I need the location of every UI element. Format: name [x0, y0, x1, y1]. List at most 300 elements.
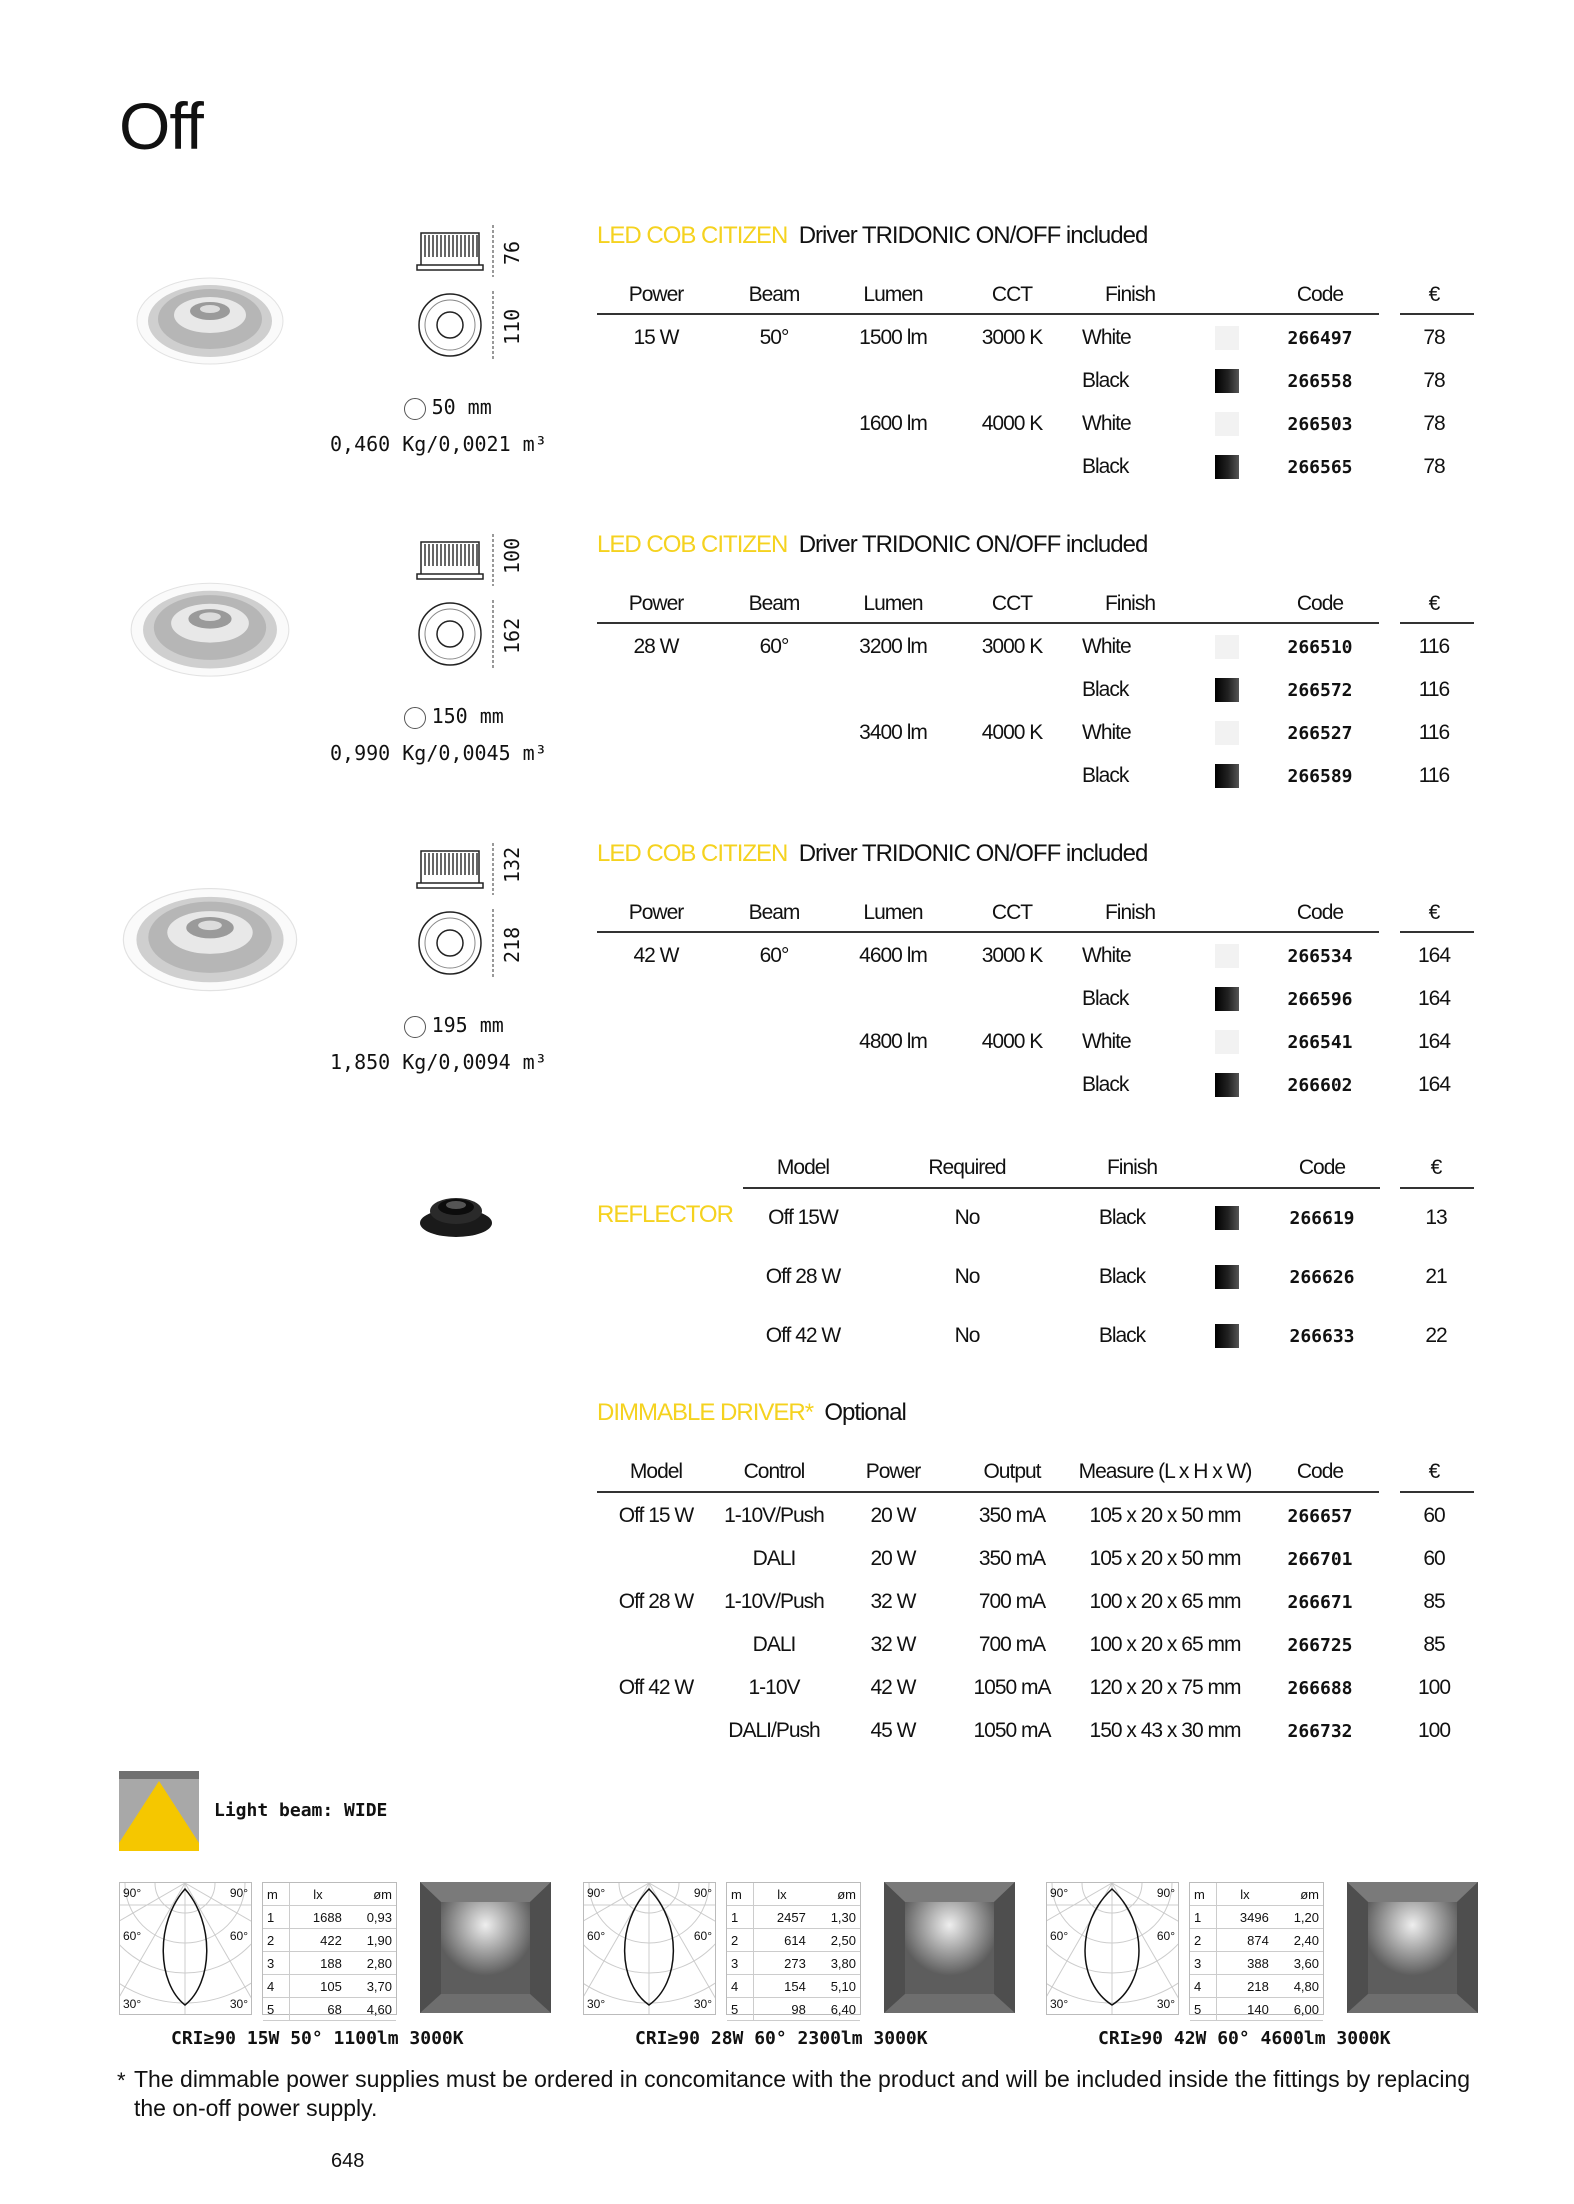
photometric-cell: 5 [727, 1998, 754, 2021]
column-header: CCT [991, 592, 1033, 615]
cell-finish: Black [1082, 678, 1129, 701]
photometric-cell: 3 [1190, 1952, 1217, 1975]
photometric-cell: 1 [727, 1906, 754, 1929]
driver-column-header: € [1428, 1460, 1440, 1483]
finish-swatch [1215, 721, 1239, 745]
cell-finish: White [1082, 412, 1131, 435]
finish-swatch [1215, 1206, 1239, 1230]
finish-swatch [1215, 369, 1239, 393]
top-drawing [415, 599, 485, 674]
finish-swatch [1215, 944, 1239, 968]
column-header: € [1428, 592, 1440, 615]
photometric-cell: 3 [263, 1952, 290, 1975]
reflector-cell-required: No [954, 1206, 980, 1229]
column-header: CCT [991, 901, 1033, 924]
dim-height-line [488, 223, 498, 284]
driver-cell-price: 100 [1417, 1676, 1451, 1699]
dim-height: 132 [500, 846, 524, 883]
photometric-cell: 4 [1190, 1975, 1217, 1998]
photometric-table [726, 1882, 861, 2015]
photometric-header: m [1190, 1883, 1217, 1906]
cell-price: 78 [1423, 326, 1445, 349]
photometric-cell: 4 [263, 1975, 290, 1998]
reflector-cell-code: 266619 [1289, 1208, 1355, 1229]
section-heading [597, 531, 1147, 559]
photometric-cell: 273 [754, 1952, 810, 1975]
photometric-cell: 140 [1217, 1998, 1273, 2021]
cell-finish: White [1082, 635, 1131, 658]
heading-accent: LED COB CITIZEN [597, 840, 788, 867]
driver-cell-output: 700 mA [978, 1633, 1046, 1656]
cell-cct: 3000 K [981, 326, 1043, 349]
weight-volume: 0,990 Kg/0,0045 m³ [330, 741, 547, 765]
dim-diameter: 162 [500, 617, 524, 654]
cell-finish: White [1082, 326, 1131, 349]
cell-lumen: 1500 lm [859, 326, 927, 349]
footnote-marker: * [117, 2068, 126, 2093]
angle-label: 30° [123, 1997, 142, 2011]
column-header: Finish [1104, 592, 1156, 615]
finish-swatch [1215, 678, 1239, 702]
heading-accent: LED COB CITIZEN [597, 222, 788, 249]
light-beam-icon [119, 1771, 199, 1851]
heading-accent: LED COB CITIZEN [597, 531, 788, 558]
section-heading [597, 222, 1147, 250]
driver-cell-output: 350 mA [978, 1547, 1046, 1570]
angle-label: 60° [693, 1929, 712, 1943]
cell-lumen: 1600 lm [859, 412, 927, 435]
dim-diameter-line [488, 907, 498, 984]
finish-swatch [1215, 1073, 1239, 1097]
driver-cell-measure: 120 x 20 x 75 mm [1089, 1676, 1241, 1699]
page-title: Off [119, 89, 203, 163]
cutout [404, 704, 504, 729]
driver-column-header: Code [1296, 1460, 1344, 1483]
side-drawing [415, 845, 485, 902]
dim-diameter-line [488, 289, 498, 366]
angle-label: 60° [1156, 1929, 1175, 1943]
driver-cell-model: Off 42 W [618, 1676, 694, 1699]
driver-cell-power: 20 W [870, 1504, 916, 1527]
polar-diagram [583, 1882, 716, 2015]
photometric-header: lx [1217, 1883, 1273, 1906]
photometric-caption: CRI≥90 15W 50° 1100lm 3000K [171, 2028, 464, 2049]
driver-cell-power: 45 W [870, 1719, 916, 1742]
polar-diagram [119, 1882, 252, 2015]
angle-label: 90° [587, 1886, 606, 1900]
driver-column-header: Control [743, 1460, 805, 1483]
photometric-cell: 2,40 [1273, 1929, 1323, 1952]
angle-label: 90° [693, 1886, 712, 1900]
light-beam-label: Light beam: WIDE [214, 1800, 388, 1821]
cell-price: 164 [1417, 1030, 1451, 1053]
column-header: Code [1296, 283, 1344, 306]
cell-beam: 50° [759, 326, 789, 349]
cell-finish: Black [1082, 987, 1129, 1010]
angle-label: 90° [1156, 1886, 1175, 1900]
driver-cell-output: 700 mA [978, 1590, 1046, 1613]
driver-cell-measure: 100 x 20 x 65 mm [1089, 1633, 1241, 1656]
cutout-value: 150 mm [431, 704, 504, 728]
photometric-cell: 188 [290, 1952, 346, 1975]
reflector-cell-model: Off 28 W [765, 1265, 841, 1288]
cell-code: 266572 [1287, 680, 1353, 701]
photometric-header: lx [290, 1883, 346, 1906]
cell-lumen: 3400 lm [859, 721, 927, 744]
driver-column-header: Measure (L x H x W) [1078, 1460, 1252, 1483]
driver-column-header: Model [629, 1460, 683, 1483]
column-header: Power [628, 901, 684, 924]
dim-height-line [488, 841, 498, 902]
finish-swatch [1215, 635, 1239, 659]
cutout [404, 1013, 504, 1038]
cell-beam: 60° [759, 944, 789, 967]
cell-code: 266503 [1287, 414, 1353, 435]
top-drawing [415, 908, 485, 983]
reflector-column-header: Code [1298, 1156, 1346, 1179]
column-header: Lumen [863, 283, 923, 306]
angle-label: 30° [229, 1997, 248, 2011]
cutout-value: 195 mm [431, 1013, 504, 1037]
cell-beam: 60° [759, 635, 789, 658]
cell-code: 266497 [1287, 328, 1353, 349]
driver-cell-code: 266657 [1287, 1506, 1353, 1527]
driver-cell-model: Off 28 W [618, 1590, 694, 1613]
reflector-column-header: Required [928, 1156, 1006, 1179]
reflector-cell-required: No [954, 1265, 980, 1288]
side-drawing [415, 227, 485, 284]
driver-cell-power: 20 W [870, 1547, 916, 1570]
cell-finish: Black [1082, 1073, 1129, 1096]
header-rule-price [1400, 622, 1474, 624]
column-header: Lumen [863, 592, 923, 615]
driver-cell-control: DALI [752, 1547, 796, 1570]
cell-price: 116 [1418, 764, 1450, 787]
angle-label: 30° [1156, 1997, 1175, 2011]
room-render [884, 1882, 1015, 2013]
photometric-cell: 2457 [754, 1906, 810, 1929]
polar-diagram [1046, 1882, 1179, 2015]
angle-label: 90° [229, 1886, 248, 1900]
photometric-cell: 218 [1217, 1975, 1273, 1998]
cell-price: 164 [1417, 1073, 1451, 1096]
cell-code: 266565 [1287, 457, 1353, 478]
photometric-cell: 4,80 [1273, 1975, 1323, 1998]
driver-heading [597, 1399, 906, 1427]
header-rule-price [1400, 931, 1474, 933]
cell-price: 164 [1417, 944, 1451, 967]
cell-lumen: 3200 lm [859, 635, 927, 658]
driver-cell-control: 1-10V [748, 1676, 800, 1699]
product-photo [121, 885, 299, 1000]
product-photo [129, 580, 291, 685]
cell-cct: 3000 K [981, 635, 1043, 658]
finish-swatch [1215, 764, 1239, 788]
column-header: € [1428, 283, 1440, 306]
driver-header-rule-price [1400, 1491, 1474, 1493]
cell-price: 116 [1418, 678, 1450, 701]
driver-cell-code: 266688 [1287, 1678, 1353, 1699]
photometric-header: lx [754, 1883, 810, 1906]
footnote-text: The dimmable power supplies must be ordered in concomitance with the product and will be included inside the fittings by replacing the on-off power supply. [134, 2066, 1471, 2121]
cutout-icon [404, 1016, 426, 1038]
cutout-icon [404, 707, 426, 729]
column-header: Finish [1104, 901, 1156, 924]
cell-price: 164 [1417, 987, 1451, 1010]
angle-label: 60° [587, 1929, 606, 1943]
cell-price: 116 [1418, 635, 1450, 658]
reflector-column-header: € [1430, 1156, 1442, 1179]
driver-cell-price: 100 [1417, 1719, 1451, 1742]
cell-code: 266596 [1287, 989, 1353, 1010]
top-drawing [415, 290, 485, 365]
header-rule [597, 313, 1379, 315]
driver-cell-output: 1050 mA [973, 1719, 1051, 1742]
cell-cct: 4000 K [981, 721, 1043, 744]
photometric-cell: 3,70 [346, 1975, 396, 1998]
cell-price: 78 [1423, 455, 1445, 478]
column-header: Code [1296, 901, 1344, 924]
driver-cell-control: DALI/Push [728, 1719, 820, 1742]
cell-code: 266510 [1287, 637, 1353, 658]
driver-cell-price: 85 [1423, 1590, 1445, 1613]
photometric-cell: 3 [727, 1952, 754, 1975]
room-render [420, 1882, 551, 2013]
photometric-cell: 6,40 [810, 1998, 860, 2021]
reflector-header-rule-price [1400, 1187, 1474, 1189]
photometric-table [1189, 1882, 1324, 2015]
driver-cell-measure: 100 x 20 x 65 mm [1089, 1590, 1241, 1613]
finish-swatch [1215, 1265, 1239, 1289]
driver-cell-model: Off 15 W [618, 1504, 694, 1527]
photometric-cell: 614 [754, 1929, 810, 1952]
reflector-cell-model: Off 15W [768, 1206, 838, 1229]
photometric-cell: 6,00 [1273, 1998, 1323, 2021]
driver-cell-power: 32 W [870, 1590, 916, 1613]
cell-code: 266602 [1287, 1075, 1353, 1096]
heading-text: Driver TRIDONIC ON/OFF included [798, 531, 1148, 558]
header-rule [597, 931, 1379, 933]
photometric-header: m [263, 1883, 290, 1906]
cell-finish: Black [1082, 369, 1129, 392]
driver-cell-price: 60 [1423, 1504, 1445, 1527]
page-number: 648 [331, 2150, 365, 2172]
cell-cct: 3000 K [981, 944, 1043, 967]
dim-height-line [488, 532, 498, 593]
driver-column-header: Power [865, 1460, 921, 1483]
finish-swatch [1215, 1030, 1239, 1054]
dim-diameter: 110 [500, 308, 524, 345]
angle-label: 30° [1050, 1997, 1069, 2011]
cell-code: 266541 [1287, 1032, 1353, 1053]
driver-cell-power: 42 W [870, 1676, 916, 1699]
photometric-cell: 0,93 [346, 1906, 396, 1929]
reflector-header-rule [743, 1187, 1380, 1189]
photometric-cell: 3,60 [1273, 1952, 1323, 1975]
cell-cct: 4000 K [981, 1030, 1043, 1053]
photometric-header: øm [1273, 1883, 1323, 1906]
driver-label: DIMMABLE DRIVER* [597, 1399, 814, 1426]
photometric-cell: 2 [1190, 1929, 1217, 1952]
column-header: Power [628, 283, 684, 306]
photometric-cell: 3496 [1217, 1906, 1273, 1929]
driver-cell-code: 266701 [1287, 1549, 1353, 1570]
driver-cell-code: 266671 [1287, 1592, 1353, 1613]
heading-text: Driver TRIDONIC ON/OFF included [798, 840, 1148, 867]
finish-swatch [1215, 412, 1239, 436]
heading-text: Driver TRIDONIC ON/OFF included [798, 222, 1148, 249]
column-header: Beam [748, 283, 800, 306]
reflector-cell-price: 21 [1425, 1265, 1447, 1288]
photometric-cell: 2 [263, 1929, 290, 1952]
photometric-table [262, 1882, 397, 2015]
cell-finish: White [1082, 721, 1131, 744]
photometric-cell: 105 [290, 1975, 346, 1998]
cell-power: 15 W [633, 326, 679, 349]
reflector-cell-finish: Black [1098, 1324, 1146, 1347]
reflector-label: REFLECTOR [597, 1201, 733, 1228]
photometric-cell: 4,60 [346, 1998, 396, 2021]
photometric-cell: 68 [290, 1998, 346, 2021]
driver-cell-power: 32 W [870, 1633, 916, 1656]
column-header: Finish [1104, 283, 1156, 306]
driver-cell-output: 350 mA [978, 1504, 1046, 1527]
column-header: Beam [748, 592, 800, 615]
dim-diameter: 218 [500, 926, 524, 963]
driver-cell-control: DALI [752, 1633, 796, 1656]
angle-label: 90° [123, 1886, 142, 1900]
cell-code: 266534 [1287, 946, 1353, 967]
photometric-cell: 3,80 [810, 1952, 860, 1975]
angle-label: 30° [693, 1997, 712, 2011]
photometric-cell: 1 [263, 1906, 290, 1929]
finish-swatch [1215, 987, 1239, 1011]
photometric-cell: 5 [1190, 1998, 1217, 2021]
driver-cell-measure: 150 x 43 x 30 mm [1089, 1719, 1241, 1742]
driver-cell-measure: 105 x 20 x 50 mm [1089, 1504, 1241, 1527]
cell-lumen: 4800 lm [859, 1030, 927, 1053]
photometric-caption: CRI≥90 42W 60° 4600lm 3000K [1098, 2028, 1391, 2049]
driver-cell-control: 1-10V/Push [724, 1504, 824, 1527]
photometric-header: m [727, 1883, 754, 1906]
angle-label: 90° [1050, 1886, 1069, 1900]
cell-price: 78 [1423, 369, 1445, 392]
photometric-cell: 388 [1217, 1952, 1273, 1975]
header-rule-price [1400, 313, 1474, 315]
weight-volume: 0,460 Kg/0,0021 m³ [330, 432, 547, 456]
driver-header-rule [597, 1491, 1379, 1493]
reflector-photo [416, 1185, 496, 1245]
reflector-cell-required: No [954, 1324, 980, 1347]
column-header: Lumen [863, 901, 923, 924]
column-header: Code [1296, 592, 1344, 615]
header-rule [597, 622, 1379, 624]
angle-label: 60° [229, 1929, 248, 1943]
cell-power: 42 W [633, 944, 679, 967]
dim-diameter-line [488, 598, 498, 675]
cell-price: 78 [1423, 412, 1445, 435]
photometric-cell: 2,50 [810, 1929, 860, 1952]
photometric-header: øm [346, 1883, 396, 1906]
driver-cell-output: 1050 mA [973, 1676, 1051, 1699]
cell-code: 266527 [1287, 723, 1353, 744]
cutout [404, 395, 492, 420]
cell-finish: Black [1082, 764, 1129, 787]
column-header: Beam [748, 901, 800, 924]
photometric-cell: 874 [1217, 1929, 1273, 1952]
photometric-cell: 1,20 [1273, 1906, 1323, 1929]
photometric-header: øm [810, 1883, 860, 1906]
finish-swatch [1215, 326, 1239, 350]
photometric-cell: 2,80 [346, 1952, 396, 1975]
angle-label: 60° [1050, 1929, 1069, 1943]
weight-volume: 1,850 Kg/0,0094 m³ [330, 1050, 547, 1074]
reflector-cell-price: 13 [1425, 1206, 1447, 1229]
photometric-cell: 154 [754, 1975, 810, 1998]
section-heading [597, 840, 1147, 868]
finish-swatch [1215, 1324, 1239, 1348]
reflector-column-header: Model [776, 1156, 830, 1179]
photometric-cell: 1 [1190, 1906, 1217, 1929]
cell-lumen: 4600 lm [859, 944, 927, 967]
driver-cell-code: 266732 [1287, 1721, 1353, 1742]
column-header: € [1428, 901, 1440, 924]
cell-finish: Black [1082, 455, 1129, 478]
reflector-cell-code: 266626 [1289, 1267, 1355, 1288]
reflector-cell-finish: Black [1098, 1265, 1146, 1288]
product-photo [135, 275, 285, 373]
reflector-cell-finish: Black [1098, 1206, 1146, 1229]
driver-cell-code: 266725 [1287, 1635, 1353, 1656]
photometric-cell: 422 [290, 1929, 346, 1952]
driver-column-header: Output [983, 1460, 1041, 1483]
cell-code: 266558 [1287, 371, 1353, 392]
cell-cct: 4000 K [981, 412, 1043, 435]
cutout-value: 50 mm [431, 395, 492, 419]
driver-cell-measure: 105 x 20 x 50 mm [1089, 1547, 1241, 1570]
reflector-cell-price: 22 [1425, 1324, 1447, 1347]
photometric-cell: 4 [727, 1975, 754, 1998]
angle-label: 30° [587, 1997, 606, 2011]
cell-code: 266589 [1287, 766, 1353, 787]
driver-cell-price: 85 [1423, 1633, 1445, 1656]
photometric-cell: 1688 [290, 1906, 346, 1929]
side-drawing [415, 536, 485, 593]
dim-height: 100 [500, 537, 524, 574]
photometric-cell: 1,90 [346, 1929, 396, 1952]
room-render [1347, 1882, 1478, 2013]
reflector-cell-code: 266633 [1289, 1326, 1355, 1347]
driver-cell-control: 1-10V/Push [724, 1590, 824, 1613]
photometric-cell: 2 [727, 1929, 754, 1952]
reflector-column-header: Finish [1106, 1156, 1158, 1179]
photometric-cell: 1,30 [810, 1906, 860, 1929]
column-header: Power [628, 592, 684, 615]
cell-price: 116 [1418, 721, 1450, 744]
cell-power: 28 W [633, 635, 679, 658]
cell-finish: White [1082, 944, 1131, 967]
dim-height: 76 [500, 240, 524, 265]
angle-label: 60° [123, 1929, 142, 1943]
cell-finish: White [1082, 1030, 1131, 1053]
driver-cell-price: 60 [1423, 1547, 1445, 1570]
photometric-caption: CRI≥90 28W 60° 2300lm 3000K [635, 2028, 928, 2049]
photometric-cell: 98 [754, 1998, 810, 2021]
photometric-cell: 5,10 [810, 1975, 860, 1998]
column-header: CCT [991, 283, 1033, 306]
finish-swatch [1215, 455, 1239, 479]
driver-optional: Optional [824, 1399, 906, 1426]
